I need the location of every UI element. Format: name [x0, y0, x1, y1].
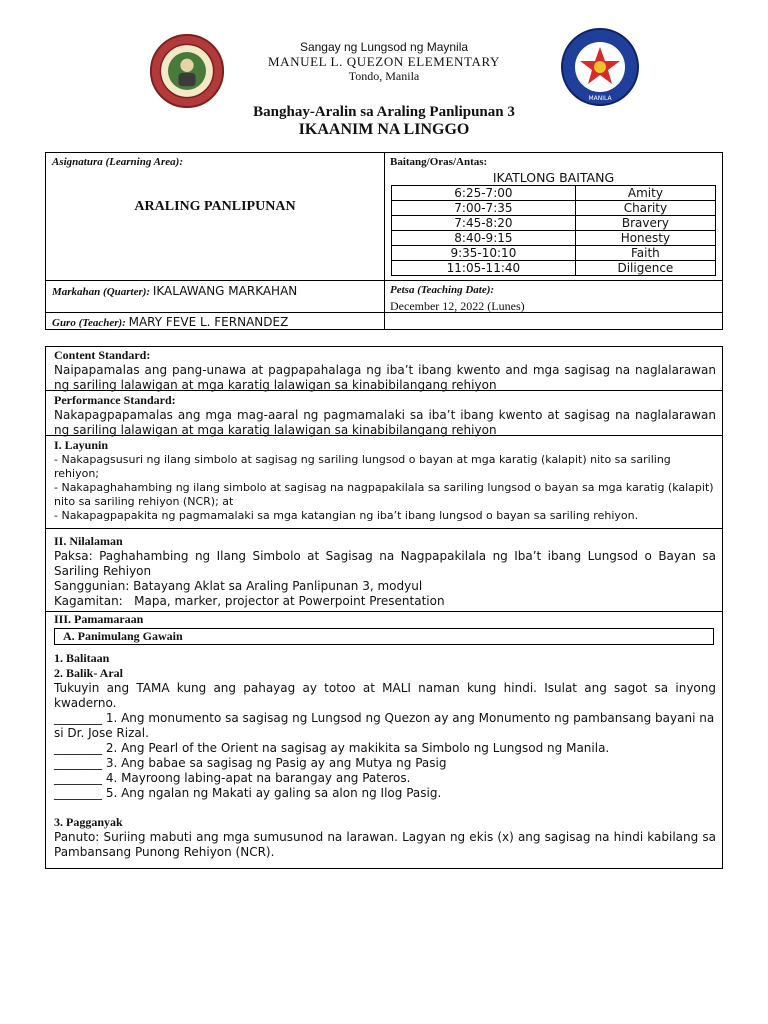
balik-aral-instructions: Tukuyin ang TAMA kung ang pahayag ay totoo at MALI naman kung hindi. Isulat ang sagot sa inyong kwaderno.	[54, 681, 716, 710]
school-location: Tondo, Manila	[348, 69, 420, 83]
content-standard-text: Naipapamalas ang pang-unawa at pagpapahalaga ng iba’t ibang kwento and mga sagisag na naglalarawan ng sariling lalawigan at mga karatig lalawigan sa kinabibilangang rehiyon	[54, 363, 716, 392]
table-row	[392, 201, 716, 216]
document-title: Banghay-Aralin sa Araling Panlipunan 3	[253, 104, 515, 120]
quarter-value: IKALAWANG MARKAHAN	[152, 284, 298, 298]
list-item: ________ 4. Mayroong labing-apat na barangay ang Pateros.	[54, 771, 411, 785]
content-standard-title: Content Standard:	[54, 348, 151, 362]
schedule-section: Faith	[575, 246, 715, 261]
nilalaman-section	[54, 534, 716, 609]
schedule-section: Diligence	[575, 261, 715, 276]
list-item: ________ 1. Ang monumento sa sagisag ng Lungsod ng Quezon ay ang Monumento ng pambansang bayani na si Dr. Jose Rizal.	[54, 711, 715, 740]
content-standard	[54, 348, 716, 393]
paksa-text: Paksa: Paghahambing ng Ilang Simbolo at Sagisag na Nagpapakilala ng Iba’t ibang Lungsod o Bayan sa Sariling Rehiyon	[54, 549, 716, 578]
learning-area-label: Asignatura (Learning Area):	[52, 156, 184, 168]
sanggunian-text: Sanggunian: Batayang Aklat sa Araling Panlipunan 3, modyul	[54, 579, 423, 593]
grade-value: IKATLONG BAITANG	[492, 170, 615, 185]
list-item: - Nakapagsusuri ng ilang simbolo at sagisag ng sariling lungsod o bayan at mga karatig (kalapit) nito sa sariling rehiyon;	[54, 453, 671, 480]
list-item: ________ 2. Ang Pearl of the Orient na sagisag ay makikita sa Simbolo ng Lungsod ng Manila.	[54, 741, 610, 755]
quarter-label: Markahan (Quarter):	[52, 286, 151, 298]
table-row	[392, 246, 716, 261]
panimulang-gawain-label: A. Panimulang Gawain	[63, 629, 183, 643]
teacher-field	[52, 315, 288, 329]
layunin-title: I. Layunin	[54, 438, 109, 452]
learning-area-value: ARALING PANLIPUNAN	[134, 199, 296, 214]
schedule-time: 7:45-8:20	[392, 216, 576, 231]
division-office: Sangay ng Lungsod ng Maynila	[299, 40, 469, 54]
schedule-time: 6:25-7:00	[392, 186, 576, 201]
schedule-time: 11:05-11:40	[392, 261, 576, 276]
document-subtitle: IKAANIM NA LINGGO	[298, 121, 470, 138]
balik-aral-step: 2. Balik- Aral	[54, 666, 124, 680]
pamamaraan-section	[54, 612, 716, 860]
list-item: - Nakapagpapakita ng pagmamalaki sa mga katangian ng iba’t ibang lungsod o bayan sa sariling rehiyon.	[54, 509, 639, 522]
kagamitan-text: Kagamitan: Mapa, marker, projector at Powerpoint Presentation	[54, 594, 445, 608]
teacher-value: MARY FEVE L. FERNANDEZ	[128, 315, 289, 329]
list-item: - Nakapaghahambing ng ilang simbolo at sagisag na nagpapakilala sa sariling lungsod o bayan sa mga karatig (kalapit) nito sa sariling rehiyon (NCR); at	[54, 481, 714, 508]
schedule-section: Bravery	[575, 216, 715, 231]
teacher-label: Guro (Teacher):	[52, 317, 126, 329]
performance-standard	[54, 393, 716, 438]
schedule-table	[391, 185, 716, 276]
date-value: December 12, 2022 (Lunes)	[390, 299, 525, 313]
school-name: MANUEL L. QUEZON ELEMENTARY	[267, 54, 501, 69]
table-row	[392, 186, 716, 201]
performance-standard-title: Performance Standard:	[54, 393, 176, 407]
table-row	[392, 261, 716, 276]
grade-label: Baitang/Oras/Antas:	[390, 156, 488, 168]
schedule-section: Amity	[575, 186, 715, 201]
list-item: ________ 5. Ang ngalan ng Makati ay galing sa alon ng Ilog Pasig.	[54, 786, 442, 800]
pagganyak-instructions: Panuto: Suriing mabuti ang mga sumusunod na larawan. Lagyan ng ekis (x) ang sagisag na hindi kabilang sa Pambansang Punong Rehiyon (NCR).	[54, 830, 716, 859]
seal-city-text: MANILA	[588, 95, 612, 102]
quarter-field	[52, 284, 297, 298]
date-label: Petsa (Teaching Date):	[390, 284, 495, 296]
balitaan-step: 1. Balitaan	[54, 651, 110, 665]
table-row	[392, 216, 716, 231]
schedule-time: 8:40-9:15	[392, 231, 576, 246]
list-item: ________ 3. Ang babae sa sagisag ng Pasig ay ang Mutya ng Pasig	[54, 756, 447, 770]
pagganyak-step: 3. Pagganyak	[54, 815, 123, 829]
table-row	[392, 231, 716, 246]
schedule-time: 9:35-10:10	[392, 246, 576, 261]
lesson-body	[45, 346, 723, 869]
schedule-section: Honesty	[575, 231, 715, 246]
layunin-section	[54, 438, 716, 523]
performance-standard-text: Nakapagpapamalas ang mga mag-aaral ng pagmamalaki sa iba’t ibang kwento at sagisag na naglalarawan ng sariling lalawigan at mga karatig lalawigan sa kinabibilangang rehiyon	[54, 408, 716, 437]
schedule-time: 7:00-7:35	[392, 201, 576, 216]
nilalaman-title: II. Nilalaman	[54, 534, 123, 548]
panimulang-gawain-box	[54, 628, 714, 645]
schedule-section: Charity	[575, 201, 715, 216]
pamamaraan-title: III. Pamamaraan	[54, 612, 144, 626]
